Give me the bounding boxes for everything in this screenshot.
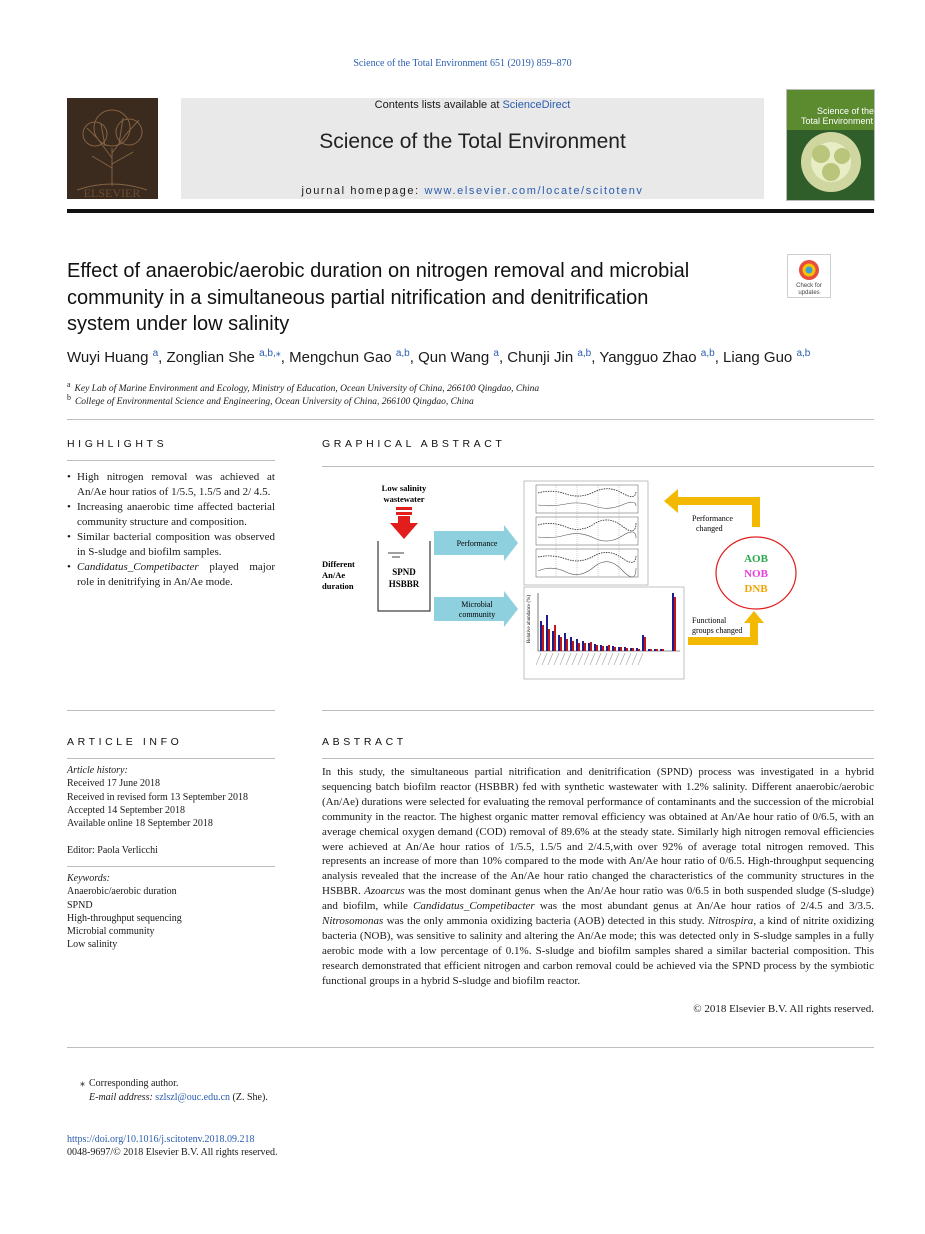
author-affiliation-mark[interactable]: a — [493, 348, 499, 359]
history-label: Article history: — [67, 765, 128, 776]
bar-chart-ylabel: Relative abundance (%) — [527, 594, 532, 643]
contents-line — [181, 99, 764, 111]
abstract-text-part: , a kind of nitrite oxidizing bacteria (NOB), was sensitive to salinity and altering the An/Ae mode; this was detected only in S-sludge samples in a fully aerobic mode with a low percentage of 0.1%. S-sludge and biofilm samples shared a similar bacterial composition. This research demonstrated that efficient nitrogen and carbon removal could be achieved via the SPND process by the symbiotic functional groups in a hybrid S-sludge and biofilm reactor. — [322, 915, 874, 987]
email-label: E-mail address: — [89, 1091, 156, 1103]
homepage-prefix: journal homepage: — [301, 185, 425, 197]
cover-artwork — [787, 90, 874, 200]
input-label-1: Low salinity — [381, 483, 427, 493]
title-line-3: system under low salinity — [67, 313, 290, 335]
footnote-line-1 — [67, 1077, 268, 1091]
author-name[interactable]: , Zonglian She — [158, 349, 260, 366]
contents-prefix: Contents lists available at — [374, 99, 503, 111]
affiliation-marker: b — [67, 393, 71, 402]
highlight-text: played major role in denitrifying in An/Ae mode. — [77, 561, 275, 588]
reactor-label-2: HSBBR — [388, 579, 420, 589]
author-name[interactable]: , Mengchun Gao — [280, 349, 396, 366]
highlights-heading: HIGHLIGHTS — [67, 438, 168, 450]
affiliation-text: Key Lab of Marine Environment and Ecology, Ministry of Education, Ocean University of China, 266100 Qingdao, China — [74, 384, 540, 395]
reactor-label-1: SPND — [392, 567, 416, 577]
crossmark-line1: Check for — [796, 283, 822, 289]
keyword[interactable]: SPND — [67, 899, 93, 911]
functional-changed-label-1: Functional — [692, 616, 727, 625]
author-affiliation-mark[interactable]: a — [152, 348, 159, 359]
elsevier-wordmark: ELSEVIER — [83, 186, 141, 199]
corresponding-label: Corresponding author. — [89, 1078, 179, 1089]
abstract-genus: Candidatus_Competibacter — [413, 900, 535, 913]
crossmark-icon — [787, 254, 831, 298]
header-rule — [67, 209, 874, 213]
history-item: Received in revised form 13 September 2018 — [67, 791, 249, 803]
editor-line: Editor: Paola Verlicchi — [67, 845, 158, 856]
functional-changed-label-2: groups changed — [692, 626, 743, 635]
check-for-updates-button[interactable] — [787, 254, 831, 298]
group-label-nob: NOB — [744, 568, 768, 580]
abstract-genus: Nitrosomonas — [322, 915, 384, 928]
side-label-3: duration — [322, 581, 354, 591]
abstract-text-part: was the only ammonia oxidizing bacteria (AOB) detected in this study. — [383, 915, 708, 928]
sciencedirect-link[interactable]: ScienceDirect — [502, 99, 571, 111]
performance-changed-label-1: Performance — [692, 514, 733, 523]
graphical-abstract-figure[interactable] — [322, 475, 768, 680]
homepage-link[interactable]: www.elsevier.com/locate/scitotenv — [424, 185, 644, 197]
issn-line: 0048-9697/© 2018 Elsevier B.V. All rights reserved. — [67, 1146, 278, 1158]
article-info-heading: ARTICLE INFO — [67, 736, 183, 748]
tree-emblem-icon — [67, 98, 158, 199]
author-affiliation-mark[interactable]: a,b,⁎ — [259, 348, 281, 359]
red-down-arrow-icon — [390, 507, 418, 539]
keywords-rule — [67, 866, 275, 867]
cover-title-line2: Total Environment — [801, 116, 874, 126]
keywords-label: Keywords: — [67, 873, 110, 884]
journal-title: Science of the Total Environment — [319, 130, 626, 153]
keyword[interactable]: Anaerobic/aerobic duration — [67, 886, 177, 898]
microbial-bar-chart — [524, 587, 684, 679]
author-affiliation-mark[interactable]: a,b — [700, 348, 715, 359]
crossmark-line2: updates — [798, 290, 820, 296]
title-line-1: Effect of anaerobic/aerobic duration on nitrogen removal and microbial — [67, 260, 690, 282]
author-name[interactable]: , Liang Guo — [714, 349, 797, 366]
title-line-2: community in a simultaneous partial nitrification and denitrification — [67, 286, 649, 309]
journal-citation-link[interactable]: Science of the Total Environment 651 (2019) 859–870 — [353, 58, 572, 69]
graphical-abstract-bottom-rule — [322, 710, 874, 711]
graphical-abstract-svg — [322, 475, 874, 680]
corresponding-author-footnote — [67, 1077, 268, 1104]
graphical-abstract-heading: GRAPHICAL ABSTRACT — [322, 438, 506, 450]
affiliation-text: College of Environmental Science and Engineering, Ocean University of China, 266100 Qingdao, China — [74, 397, 474, 408]
abstract-heading: ABSTRACT — [322, 736, 407, 748]
highlight-genus: Candidatus_Competibacter — [77, 561, 199, 573]
microbial-arrow-label-1: Microbial — [461, 600, 493, 609]
journal-cover-image[interactable] — [786, 89, 875, 201]
author-name[interactable]: , Chunji Jin — [498, 349, 578, 366]
article-title — [67, 258, 767, 338]
footnote-line-2 — [67, 1091, 268, 1105]
email-link[interactable]: szlszl@ouc.edu.cn — [155, 1091, 231, 1103]
email-suffix: (Z. She). — [230, 1091, 268, 1103]
abstract-copyright: © 2018 Elsevier B.V. All rights reserved. — [693, 1003, 874, 1015]
keyword[interactable]: Microbial community — [67, 926, 155, 938]
journal-homepage-line — [181, 185, 764, 197]
author-name[interactable]: , Qun Wang — [409, 349, 494, 366]
keywords-block — [67, 872, 182, 952]
author-list — [67, 348, 887, 366]
history-item: Accepted 14 September 2018 — [67, 804, 186, 816]
highlight-item: • Increasing anaerobic time affected bacterial community structure and composition. — [67, 500, 275, 530]
author-name[interactable]: , Yangguo Zhao — [591, 349, 701, 366]
author-name[interactable]: Wuyi Huang — [67, 349, 153, 366]
keyword[interactable]: Low salinity — [67, 939, 118, 951]
footnote-marker: ⁎ — [80, 1078, 85, 1089]
abstract-text-part: was the most dominant genus when the An/Ae hour ratio was 0/6.5 in both suspended sludge (S-sludge) and biofilm, while — [322, 885, 874, 913]
abstract-text-part: In this study, the simultaneous partial nitrification and denitrification (SPND) process was investigated in a hybrid sequencing batch biofilm reactor (HSBBR) fed with synthetic wastewater with 1.2% salinity. Different anaerobic/aerobic (An/Ae) durations were selected for evaluating the removal performance of contaminants and the succession of the microbial community in the reactor. The highest organic matter removal efficiency was obtained at An/Ae hour ratio of 0/6.5, with an average chemical oxygen demand (COD) removal of 89.6% at the steady state. Similarly high nitrogen removal efficiencies were achieved at An/Ae hour ratios of 1/5.5, 1.5/5 and 2/4.5,with over 92% of average total nitrogen removed. This represents an increase of more than 10% compared to the mode with An/Ae hour ratio of 0/6.5. High-throughput sequencing analysis revealed that the increase of the An/Ae hour ratio changed the characteristics of the community structures in the HSBBR. — [322, 766, 874, 898]
keyword[interactable]: High-throughput sequencing — [67, 912, 182, 924]
abstract-body — [322, 765, 874, 989]
side-label-2: An/Ae — [322, 570, 346, 580]
abstract-genus: Nitrospira — [707, 915, 754, 928]
abstract-genus: Azoarcus — [364, 885, 405, 898]
abstract-rule — [322, 758, 874, 759]
performance-changed-label-2: changed — [696, 524, 723, 533]
highlights-rule — [67, 460, 275, 461]
history-item: Available online 18 September 2018 — [67, 818, 213, 830]
history-item: Received 17 June 2018 — [67, 778, 161, 790]
article-info-rule — [67, 758, 275, 759]
highlights-bottom-rule — [67, 710, 275, 711]
author-affiliation-mark[interactable]: a,b — [796, 348, 811, 359]
input-label-2: wastewater — [383, 494, 425, 504]
microbial-arrow-icon — [434, 591, 518, 627]
author-affiliation-mark[interactable]: a,b — [395, 348, 410, 359]
elsevier-logo — [67, 98, 158, 199]
article-history — [67, 764, 248, 830]
highlights-list — [67, 470, 275, 590]
abstract-text-part: was the most abundant genus at An/Ae hour ratios of 2/4.5 and 3/3.5. — [534, 900, 874, 913]
highlight-item: • Similar bacterial composition was observed in S-sludge and biofilm samples. — [67, 530, 275, 560]
footer-divider — [67, 1047, 874, 1048]
side-label-1: Different — [322, 559, 355, 569]
group-label-aob: AOB — [744, 553, 768, 565]
section-divider — [67, 419, 874, 420]
group-label-dnb: DNB — [744, 583, 768, 595]
author-affiliation-mark[interactable]: a,b — [577, 348, 592, 359]
performance-arrow-label: Performance — [456, 539, 498, 548]
graphical-abstract-rule — [322, 466, 874, 467]
highlight-item — [67, 560, 275, 590]
highlight-item: • High nitrogen removal was achieved at An/Ae hour ratios of 1/5.5, 1.5/5 and 2/ 4.5. — [67, 470, 275, 500]
affiliation-marker: a — [67, 380, 71, 389]
affiliation-b — [67, 393, 474, 407]
microbial-arrow-label-2: community — [458, 610, 496, 619]
doi-link[interactable]: https://doi.org/10.1016/j.scitotenv.2018.09.218 — [67, 1134, 255, 1145]
doi-block — [67, 1134, 277, 1159]
cover-title-line1: Science of the — [817, 106, 874, 116]
performance-plots — [524, 481, 648, 585]
